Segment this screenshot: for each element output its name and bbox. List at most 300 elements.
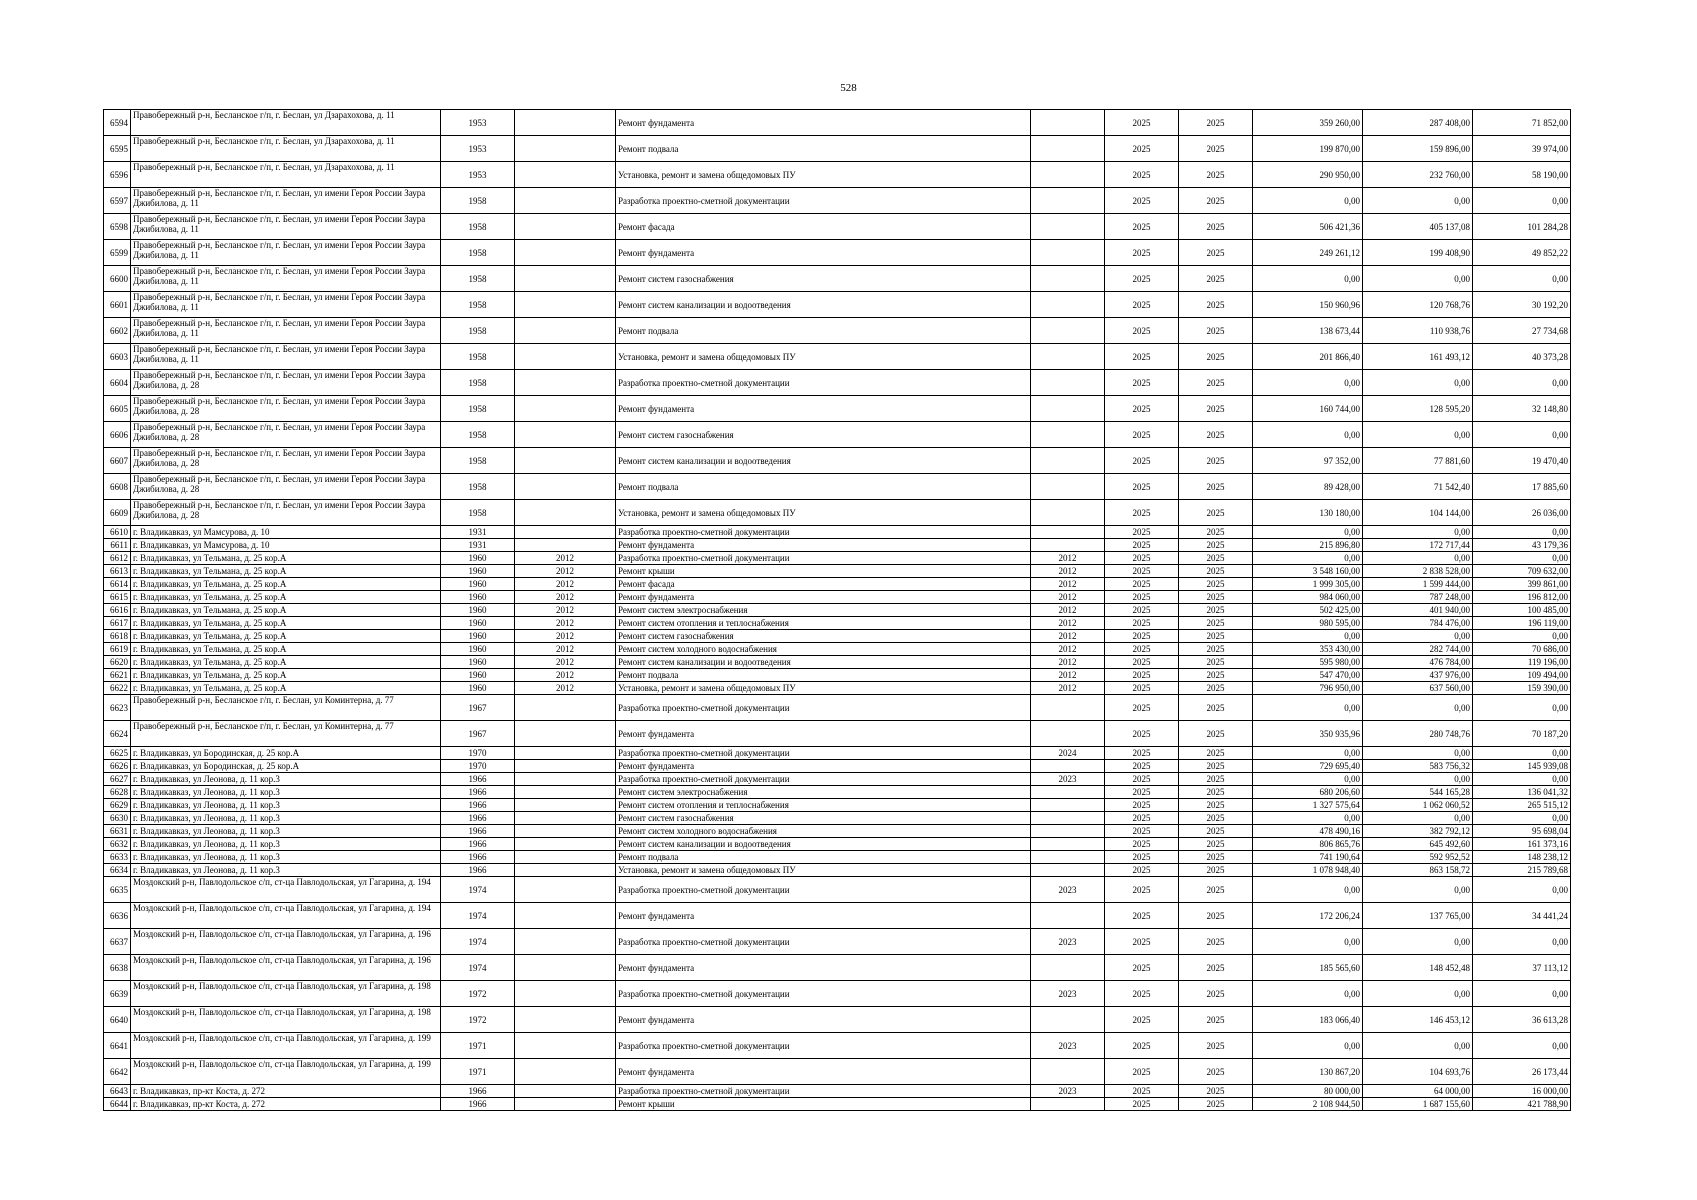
work-type-cell: Ремонт фундамента: [616, 396, 1031, 422]
previous-work-year-cell: 2012: [1031, 682, 1105, 695]
plan-start-year-cell: 2025: [1105, 292, 1179, 318]
previous-work-year-cell: [1031, 760, 1105, 773]
address-cell: Моздокский р-н, Павлодольское с/п, ст-ца Павлодольская, ул Гагарина, д. 198: [131, 981, 441, 1007]
address-cell: Правобережный р-н, Бесланское г/п, г. Беслан, ул имени Героя России Заура Джибилова, д. 28: [131, 500, 441, 526]
construction-year-cell: 1958: [441, 240, 515, 266]
construction-year-cell: 1958: [441, 448, 515, 474]
previous-work-year-cell: [1031, 695, 1105, 721]
total-cost-cell: 150 960,96: [1253, 292, 1363, 318]
owners-cost-cell: 0,00: [1473, 266, 1571, 292]
table-row: [104, 877, 1571, 903]
total-cost-cell: 595 980,00: [1253, 656, 1363, 669]
work-type-cell: Разработка проектно-сметной документации: [616, 526, 1031, 539]
previous-work-year-cell: [1031, 188, 1105, 214]
work-type-cell: Ремонт систем газоснабжения: [616, 812, 1031, 825]
total-cost-cell: 89 428,00: [1253, 474, 1363, 500]
previous-work-year-cell: 2023: [1031, 877, 1105, 903]
construction-year-cell: 1958: [441, 214, 515, 240]
construction-year-cell: 1966: [441, 786, 515, 799]
overhaul-year-cell: 2012: [515, 669, 616, 682]
total-cost-cell: 2 108 944,50: [1253, 1098, 1363, 1111]
row-number-cell: 6644: [104, 1098, 131, 1111]
plan-end-year-cell: 2025: [1179, 929, 1253, 955]
address-cell: г. Владикавказ, ул Тельмана, д. 25 кор.А: [131, 617, 441, 630]
address-cell: Моздокский р-н, Павлодольское с/п, ст-ца Павлодольская, ул Гагарина, д. 194: [131, 877, 441, 903]
overhaul-year-cell: 2012: [515, 565, 616, 578]
plan-end-year-cell: 2025: [1179, 136, 1253, 162]
row-number-cell: 6632: [104, 838, 131, 851]
fund-cost-cell: 128 595,20: [1363, 396, 1473, 422]
total-cost-cell: 0,00: [1253, 552, 1363, 565]
total-cost-cell: 97 352,00: [1253, 448, 1363, 474]
overhaul-year-cell: [515, 539, 616, 552]
work-type-cell: Ремонт подвала: [616, 851, 1031, 864]
fund-cost-cell: 199 408,90: [1363, 240, 1473, 266]
table-row: [104, 162, 1571, 188]
overhaul-year-cell: 2012: [515, 617, 616, 630]
work-type-cell: Установка, ремонт и замена общедомовых ПУ: [616, 344, 1031, 370]
row-number-cell: 6636: [104, 903, 131, 929]
total-cost-cell: 680 206,60: [1253, 786, 1363, 799]
owners-cost-cell: 30 192,20: [1473, 292, 1571, 318]
row-number-cell: 6628: [104, 786, 131, 799]
table-row: [104, 643, 1571, 656]
previous-work-year-cell: 2012: [1031, 552, 1105, 565]
owners-cost-cell: 49 852,22: [1473, 240, 1571, 266]
overhaul-year-cell: 2012: [515, 604, 616, 617]
previous-work-year-cell: [1031, 266, 1105, 292]
owners-cost-cell: 34 441,24: [1473, 903, 1571, 929]
total-cost-cell: 350 935,96: [1253, 721, 1363, 747]
address-cell: г. Владикавказ, ул Леонова, д. 11 кор.3: [131, 786, 441, 799]
fund-cost-cell: 592 952,52: [1363, 851, 1473, 864]
construction-year-cell: 1958: [441, 318, 515, 344]
address-cell: г. Владикавказ, ул Тельмана, д. 25 кор.А: [131, 565, 441, 578]
address-cell: Правобережный р-н, Бесланское г/п, г. Беслан, ул Дзарахохова, д. 11: [131, 136, 441, 162]
address-cell: г. Владикавказ, ул Мамсурова, д. 10: [131, 539, 441, 552]
plan-start-year-cell: 2025: [1105, 851, 1179, 864]
work-type-cell: Ремонт подвала: [616, 669, 1031, 682]
plan-end-year-cell: 2025: [1179, 786, 1253, 799]
total-cost-cell: 1 999 305,00: [1253, 578, 1363, 591]
work-type-cell: Ремонт фасада: [616, 214, 1031, 240]
plan-start-year-cell: 2025: [1105, 1059, 1179, 1085]
table-row: [104, 214, 1571, 240]
row-number-cell: 6612: [104, 552, 131, 565]
plan-end-year-cell: 2025: [1179, 110, 1253, 136]
address-cell: Правобережный р-н, Бесланское г/п, г. Беслан, ул имени Героя России Заура Джибилова, д. 11: [131, 240, 441, 266]
plan-end-year-cell: 2025: [1179, 292, 1253, 318]
overhaul-year-cell: [515, 747, 616, 760]
overhaul-year-cell: [515, 188, 616, 214]
row-number-cell: 6602: [104, 318, 131, 344]
construction-year-cell: 1960: [441, 643, 515, 656]
work-type-cell: Ремонт систем электроснабжения: [616, 604, 1031, 617]
plan-end-year-cell: 2025: [1179, 838, 1253, 851]
previous-work-year-cell: 2023: [1031, 773, 1105, 786]
overhaul-year-cell: [515, 448, 616, 474]
overhaul-year-cell: [515, 1033, 616, 1059]
owners-cost-cell: 95 698,04: [1473, 825, 1571, 838]
construction-year-cell: 1960: [441, 604, 515, 617]
plan-end-year-cell: 2025: [1179, 266, 1253, 292]
plan-start-year-cell: 2025: [1105, 266, 1179, 292]
address-cell: Правобережный р-н, Бесланское г/п, г. Беслан, ул имени Героя России Заура Джибилова, д. 11: [131, 292, 441, 318]
overhaul-year-cell: [515, 474, 616, 500]
row-number-cell: 6642: [104, 1059, 131, 1085]
total-cost-cell: 796 950,00: [1253, 682, 1363, 695]
plan-end-year-cell: 2025: [1179, 578, 1253, 591]
row-number-cell: 6638: [104, 955, 131, 981]
plan-end-year-cell: 2025: [1179, 773, 1253, 786]
address-cell: Правобережный р-н, Бесланское г/п, г. Беслан, ул Коминтерна, д. 77: [131, 695, 441, 721]
address-cell: Правобережный р-н, Бесланское г/п, г. Беслан, ул имени Героя России Заура Джибилова, д. 11: [131, 188, 441, 214]
overhaul-year-cell: [515, 266, 616, 292]
owners-cost-cell: 709 632,00: [1473, 565, 1571, 578]
work-type-cell: Ремонт подвала: [616, 318, 1031, 344]
previous-work-year-cell: 2023: [1031, 929, 1105, 955]
construction-year-cell: 1953: [441, 162, 515, 188]
row-number-cell: 6608: [104, 474, 131, 500]
overhaul-year-cell: 2012: [515, 591, 616, 604]
address-cell: г. Владикавказ, ул Леонова, д. 11 кор.3: [131, 864, 441, 877]
plan-start-year-cell: 2025: [1105, 955, 1179, 981]
total-cost-cell: 1 078 948,40: [1253, 864, 1363, 877]
owners-cost-cell: 0,00: [1473, 552, 1571, 565]
row-number-cell: 6640: [104, 1007, 131, 1033]
work-type-cell: Ремонт систем холодного водоснабжения: [616, 643, 1031, 656]
construction-year-cell: 1958: [441, 266, 515, 292]
owners-cost-cell: 421 788,90: [1473, 1098, 1571, 1111]
fund-cost-cell: 645 492,60: [1363, 838, 1473, 851]
address-cell: Моздокский р-н, Павлодольское с/п, ст-ца Павлодольская, ул Гагарина, д. 199: [131, 1033, 441, 1059]
fund-cost-cell: 161 493,12: [1363, 344, 1473, 370]
work-type-cell: Разработка проектно-сметной документации: [616, 1033, 1031, 1059]
row-number-cell: 6637: [104, 929, 131, 955]
overhaul-year-cell: 2012: [515, 630, 616, 643]
plan-start-year-cell: 2025: [1105, 136, 1179, 162]
total-cost-cell: 0,00: [1253, 812, 1363, 825]
table-row: [104, 747, 1571, 760]
previous-work-year-cell: [1031, 474, 1105, 500]
plan-end-year-cell: 2025: [1179, 903, 1253, 929]
total-cost-cell: 201 866,40: [1253, 344, 1363, 370]
owners-cost-cell: 196 812,00: [1473, 591, 1571, 604]
construction-year-cell: 1967: [441, 695, 515, 721]
table-row: [104, 1098, 1571, 1111]
plan-end-year-cell: 2025: [1179, 526, 1253, 539]
work-type-cell: Разработка проектно-сметной документации: [616, 188, 1031, 214]
total-cost-cell: 547 470,00: [1253, 669, 1363, 682]
previous-work-year-cell: [1031, 240, 1105, 266]
address-cell: Моздокский р-н, Павлодольское с/п, ст-ца Павлодольская, ул Гагарина, д. 196: [131, 929, 441, 955]
fund-cost-cell: 146 453,12: [1363, 1007, 1473, 1033]
construction-year-cell: 1972: [441, 981, 515, 1007]
fund-cost-cell: 0,00: [1363, 773, 1473, 786]
owners-cost-cell: 0,00: [1473, 929, 1571, 955]
fund-cost-cell: 0,00: [1363, 422, 1473, 448]
previous-work-year-cell: [1031, 136, 1105, 162]
total-cost-cell: 806 865,76: [1253, 838, 1363, 851]
table-row: [104, 838, 1571, 851]
construction-year-cell: 1958: [441, 292, 515, 318]
owners-cost-cell: 119 196,00: [1473, 656, 1571, 669]
total-cost-cell: 478 490,16: [1253, 825, 1363, 838]
address-cell: Правобережный р-н, Бесланское г/п, г. Беслан, ул имени Героя России Заура Джибилова, д. 11: [131, 318, 441, 344]
overhaul-year-cell: [515, 136, 616, 162]
previous-work-year-cell: 2012: [1031, 656, 1105, 669]
address-cell: Моздокский р-н, Павлодольское с/п, ст-ца Павлодольская, ул Гагарина, д. 199: [131, 1059, 441, 1085]
plan-end-year-cell: 2025: [1179, 669, 1253, 682]
total-cost-cell: 0,00: [1253, 526, 1363, 539]
construction-year-cell: 1967: [441, 721, 515, 747]
plan-end-year-cell: 2025: [1179, 682, 1253, 695]
fund-cost-cell: 787 248,00: [1363, 591, 1473, 604]
table-row: [104, 1085, 1571, 1098]
table-row: [104, 474, 1571, 500]
row-number-cell: 6604: [104, 370, 131, 396]
work-type-cell: Ремонт фундамента: [616, 1059, 1031, 1085]
construction-year-cell: 1960: [441, 669, 515, 682]
previous-work-year-cell: [1031, 955, 1105, 981]
plan-start-year-cell: 2025: [1105, 799, 1179, 812]
plan-end-year-cell: 2025: [1179, 370, 1253, 396]
plan-start-year-cell: 2025: [1105, 604, 1179, 617]
fund-cost-cell: 784 476,00: [1363, 617, 1473, 630]
row-number-cell: 6631: [104, 825, 131, 838]
owners-cost-cell: 109 494,00: [1473, 669, 1571, 682]
plan-end-year-cell: 2025: [1179, 760, 1253, 773]
construction-year-cell: 1953: [441, 110, 515, 136]
owners-cost-cell: 0,00: [1473, 630, 1571, 643]
construction-year-cell: 1953: [441, 136, 515, 162]
construction-year-cell: 1966: [441, 864, 515, 877]
total-cost-cell: 0,00: [1253, 929, 1363, 955]
previous-work-year-cell: [1031, 1007, 1105, 1033]
plan-end-year-cell: 2025: [1179, 591, 1253, 604]
row-number-cell: 6616: [104, 604, 131, 617]
overhaul-year-cell: [515, 838, 616, 851]
work-type-cell: Ремонт систем канализации и водоотведения: [616, 656, 1031, 669]
plan-end-year-cell: 2025: [1179, 448, 1253, 474]
address-cell: г. Владикавказ, ул Бородинская, д. 25 кор.А: [131, 760, 441, 773]
overhaul-year-cell: [515, 825, 616, 838]
plan-start-year-cell: 2025: [1105, 656, 1179, 669]
previous-work-year-cell: [1031, 786, 1105, 799]
plan-end-year-cell: 2025: [1179, 344, 1253, 370]
fund-cost-cell: 2 838 528,00: [1363, 565, 1473, 578]
plan-end-year-cell: 2025: [1179, 630, 1253, 643]
overhaul-year-cell: [515, 526, 616, 539]
fund-cost-cell: 0,00: [1363, 552, 1473, 565]
row-number-cell: 6596: [104, 162, 131, 188]
plan-start-year-cell: 2025: [1105, 695, 1179, 721]
fund-cost-cell: 382 792,12: [1363, 825, 1473, 838]
plan-start-year-cell: 2025: [1105, 1007, 1179, 1033]
plan-end-year-cell: 2025: [1179, 500, 1253, 526]
work-type-cell: Разработка проектно-сметной документации: [616, 877, 1031, 903]
address-cell: г. Владикавказ, ул Тельмана, д. 25 кор.А: [131, 578, 441, 591]
plan-start-year-cell: 2025: [1105, 240, 1179, 266]
owners-cost-cell: 100 485,00: [1473, 604, 1571, 617]
total-cost-cell: 130 180,00: [1253, 500, 1363, 526]
total-cost-cell: 359 260,00: [1253, 110, 1363, 136]
construction-year-cell: 1966: [441, 1098, 515, 1111]
owners-cost-cell: 0,00: [1473, 812, 1571, 825]
plan-start-year-cell: 2025: [1105, 318, 1179, 344]
plan-end-year-cell: 2025: [1179, 565, 1253, 578]
plan-end-year-cell: 2025: [1179, 604, 1253, 617]
construction-year-cell: 1966: [441, 825, 515, 838]
previous-work-year-cell: [1031, 851, 1105, 864]
fund-cost-cell: 0,00: [1363, 188, 1473, 214]
owners-cost-cell: 27 734,68: [1473, 318, 1571, 344]
row-number-cell: 6597: [104, 188, 131, 214]
table-row: [104, 448, 1571, 474]
fund-cost-cell: 0,00: [1363, 1033, 1473, 1059]
construction-year-cell: 1974: [441, 955, 515, 981]
owners-cost-cell: 26 173,44: [1473, 1059, 1571, 1085]
fund-cost-cell: 287 408,00: [1363, 110, 1473, 136]
plan-start-year-cell: 2025: [1105, 721, 1179, 747]
row-number-cell: 6601: [104, 292, 131, 318]
row-number-cell: 6634: [104, 864, 131, 877]
owners-cost-cell: 70 686,00: [1473, 643, 1571, 656]
total-cost-cell: 160 744,00: [1253, 396, 1363, 422]
table-row: [104, 188, 1571, 214]
address-cell: г. Владикавказ, пр-кт Коста, д. 272: [131, 1098, 441, 1111]
overhaul-year-cell: [515, 695, 616, 721]
total-cost-cell: 183 066,40: [1253, 1007, 1363, 1033]
plan-end-year-cell: 2025: [1179, 955, 1253, 981]
construction-year-cell: 1974: [441, 877, 515, 903]
owners-cost-cell: 16 000,00: [1473, 1085, 1571, 1098]
overhaul-year-cell: 2012: [515, 552, 616, 565]
table-row: [104, 578, 1571, 591]
plan-start-year-cell: 2025: [1105, 903, 1179, 929]
table-row: [104, 240, 1571, 266]
plan-end-year-cell: 2025: [1179, 656, 1253, 669]
address-cell: Правобережный р-н, Бесланское г/п, г. Беслан, ул Дзарахохова, д. 11: [131, 110, 441, 136]
row-number-cell: 6610: [104, 526, 131, 539]
owners-cost-cell: 26 036,00: [1473, 500, 1571, 526]
work-type-cell: Установка, ремонт и замена общедомовых ПУ: [616, 500, 1031, 526]
plan-end-year-cell: 2025: [1179, 864, 1253, 877]
construction-year-cell: 1972: [441, 1007, 515, 1033]
work-type-cell: Ремонт систем электроснабжения: [616, 786, 1031, 799]
previous-work-year-cell: 2012: [1031, 565, 1105, 578]
overhaul-year-cell: [515, 422, 616, 448]
work-type-cell: Разработка проектно-сметной документации: [616, 981, 1031, 1007]
plan-start-year-cell: 2025: [1105, 981, 1179, 1007]
owners-cost-cell: 0,00: [1473, 526, 1571, 539]
plan-start-year-cell: 2025: [1105, 747, 1179, 760]
work-type-cell: Ремонт фундамента: [616, 110, 1031, 136]
overhaul-year-cell: [515, 240, 616, 266]
row-number-cell: 6619: [104, 643, 131, 656]
plan-end-year-cell: 2025: [1179, 1033, 1253, 1059]
work-type-cell: Ремонт фундамента: [616, 1007, 1031, 1033]
fund-cost-cell: 1 062 060,52: [1363, 799, 1473, 812]
plan-start-year-cell: 2025: [1105, 110, 1179, 136]
total-cost-cell: 0,00: [1253, 1033, 1363, 1059]
previous-work-year-cell: 2023: [1031, 1085, 1105, 1098]
owners-cost-cell: 161 373,16: [1473, 838, 1571, 851]
table-row: [104, 903, 1571, 929]
owners-cost-cell: 40 373,28: [1473, 344, 1571, 370]
fund-cost-cell: 282 744,00: [1363, 643, 1473, 656]
work-type-cell: Ремонт фундамента: [616, 591, 1031, 604]
plan-start-year-cell: 2025: [1105, 838, 1179, 851]
fund-cost-cell: 0,00: [1363, 526, 1473, 539]
construction-year-cell: 1958: [441, 422, 515, 448]
overhaul-year-cell: [515, 1007, 616, 1033]
plan-start-year-cell: 2025: [1105, 539, 1179, 552]
plan-end-year-cell: 2025: [1179, 162, 1253, 188]
plan-start-year-cell: 2025: [1105, 669, 1179, 682]
work-type-cell: Установка, ремонт и замена общедомовых ПУ: [616, 162, 1031, 188]
overhaul-year-cell: [515, 851, 616, 864]
work-type-cell: Разработка проектно-сметной документации: [616, 773, 1031, 786]
plan-start-year-cell: 2025: [1105, 591, 1179, 604]
table-row: [104, 656, 1571, 669]
owners-cost-cell: 196 119,00: [1473, 617, 1571, 630]
work-type-cell: Разработка проектно-сметной документации: [616, 929, 1031, 955]
previous-work-year-cell: [1031, 526, 1105, 539]
table-row: [104, 539, 1571, 552]
table-row: [104, 422, 1571, 448]
construction-year-cell: 1960: [441, 552, 515, 565]
row-number-cell: 6606: [104, 422, 131, 448]
plan-end-year-cell: 2025: [1179, 617, 1253, 630]
construction-year-cell: 1960: [441, 591, 515, 604]
owners-cost-cell: 0,00: [1473, 773, 1571, 786]
overhaul-year-cell: [515, 318, 616, 344]
work-type-cell: Ремонт систем газоснабжения: [616, 266, 1031, 292]
total-cost-cell: 502 425,00: [1253, 604, 1363, 617]
table-row: [104, 773, 1571, 786]
address-cell: г. Владикавказ, ул Тельмана, д. 25 кор.А: [131, 630, 441, 643]
address-cell: Моздокский р-н, Павлодольское с/п, ст-ца Павлодольская, ул Гагарина, д. 196: [131, 955, 441, 981]
table-row: [104, 604, 1571, 617]
row-number-cell: 6603: [104, 344, 131, 370]
total-cost-cell: 138 673,44: [1253, 318, 1363, 344]
address-cell: г. Владикавказ, ул Тельмана, д. 25 кор.А: [131, 552, 441, 565]
plan-start-year-cell: 2025: [1105, 188, 1179, 214]
overhaul-year-cell: [515, 760, 616, 773]
previous-work-year-cell: 2012: [1031, 591, 1105, 604]
previous-work-year-cell: [1031, 838, 1105, 851]
previous-work-year-cell: [1031, 214, 1105, 240]
plan-start-year-cell: 2025: [1105, 630, 1179, 643]
plan-start-year-cell: 2025: [1105, 773, 1179, 786]
previous-work-year-cell: 2012: [1031, 578, 1105, 591]
overhaul-year-cell: [515, 799, 616, 812]
fund-cost-cell: 77 881,60: [1363, 448, 1473, 474]
previous-work-year-cell: [1031, 370, 1105, 396]
previous-work-year-cell: [1031, 318, 1105, 344]
previous-work-year-cell: [1031, 422, 1105, 448]
plan-end-year-cell: 2025: [1179, 1059, 1253, 1085]
fund-cost-cell: 148 452,48: [1363, 955, 1473, 981]
plan-start-year-cell: 2025: [1105, 526, 1179, 539]
previous-work-year-cell: 2012: [1031, 669, 1105, 682]
row-number-cell: 6599: [104, 240, 131, 266]
previous-work-year-cell: [1031, 162, 1105, 188]
plan-start-year-cell: 2025: [1105, 214, 1179, 240]
construction-year-cell: 1931: [441, 526, 515, 539]
overhaul-year-cell: [515, 110, 616, 136]
